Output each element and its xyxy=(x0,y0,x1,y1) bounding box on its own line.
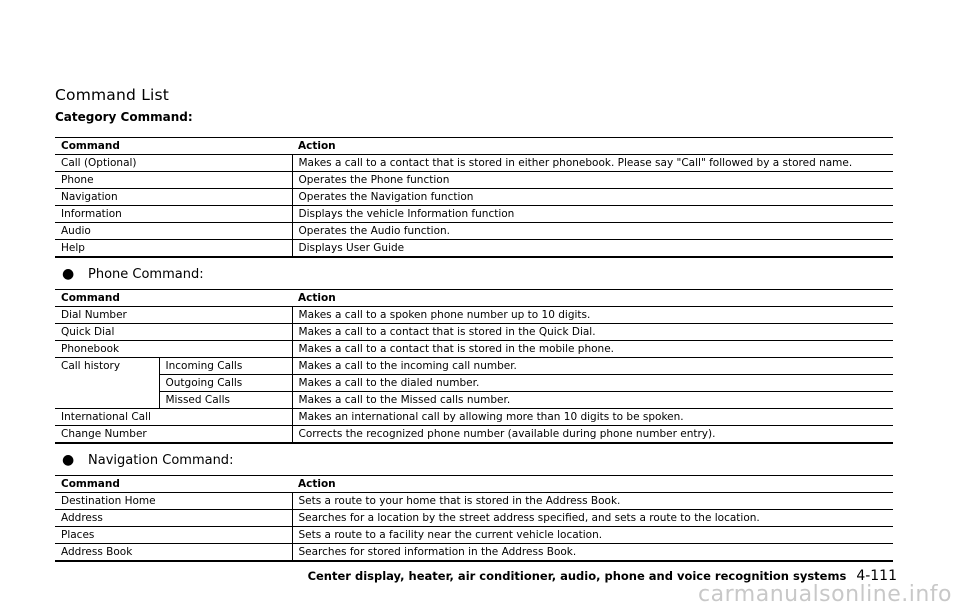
table-row xyxy=(55,189,893,206)
sub-command-cell: Incoming Calls xyxy=(159,358,292,375)
command-cell: Call history xyxy=(55,358,159,409)
command-column-header: Command xyxy=(55,290,292,307)
action-cell: Makes a call to the incoming call number. xyxy=(292,358,893,375)
command-column-header: Command xyxy=(55,138,292,155)
command-cell: Information xyxy=(55,206,292,223)
action-cell: Corrects the recognized phone number (available during phone number entry). xyxy=(292,426,893,444)
command-cell: Dial Number xyxy=(55,307,292,324)
bullet-icon: ● xyxy=(62,452,75,468)
action-cell: Searches for a location by the street address specified, and sets a route to the location. xyxy=(292,510,893,527)
action-cell: Operates the Phone function xyxy=(292,172,893,189)
action-cell: Sets a route to a facility near the current vehicle location. xyxy=(292,527,893,544)
command-cell: Navigation xyxy=(55,189,292,206)
phone-command-heading-text: Phone Command: xyxy=(88,267,204,282)
sub-command-cell: Missed Calls xyxy=(159,392,292,409)
phone-command-table xyxy=(55,289,893,444)
command-cell: Audio xyxy=(55,223,292,240)
table-header-row xyxy=(55,290,893,307)
chapter-title: Center display, heater, air conditioner, audio, phone and voice recognition systems xyxy=(307,569,847,583)
table-row xyxy=(55,544,893,562)
sub-command-cell: Outgoing Calls xyxy=(159,375,292,392)
page-number: 4-111 xyxy=(856,568,897,584)
action-cell: Makes a call to the Missed calls number. xyxy=(292,392,893,409)
table-row xyxy=(55,155,893,172)
action-cell: Makes a call to a contact that is stored in the mobile phone. xyxy=(292,341,893,358)
watermark: carmanualsonline.info xyxy=(698,582,952,607)
table-row xyxy=(55,341,893,358)
command-cell: Address xyxy=(55,510,292,527)
action-cell: Makes a call to a contact that is stored in the Quick Dial. xyxy=(292,324,893,341)
table-row xyxy=(55,358,893,375)
table-row xyxy=(55,510,893,527)
action-cell: Makes a call to the dialed number. xyxy=(292,375,893,392)
action-cell: Makes a call to a spoken phone number up to 10 digits. xyxy=(292,307,893,324)
category-command-table xyxy=(55,137,893,258)
command-column-header: Command xyxy=(55,476,292,493)
navigation-command-table xyxy=(55,475,893,562)
table-row xyxy=(55,307,893,324)
action-cell: Operates the Audio function. xyxy=(292,223,893,240)
section-title: Command List xyxy=(55,86,170,104)
command-cell: Call (Optional) xyxy=(55,155,292,172)
action-cell: Makes a call to a contact that is stored in either phonebook. Please say "Call" followed by a stored name. xyxy=(292,155,893,172)
command-cell: Destination Home xyxy=(55,493,292,510)
action-cell: Displays the vehicle Information function xyxy=(292,206,893,223)
table-row xyxy=(55,324,893,341)
navigation-command-heading-text: Navigation Command: xyxy=(88,453,234,468)
table-row xyxy=(55,426,893,444)
table-row xyxy=(55,223,893,240)
table-header-row xyxy=(55,476,893,493)
action-cell: Makes an international call by allowing more than 10 digits to be spoken. xyxy=(292,409,893,426)
table-row xyxy=(55,375,893,392)
action-column-header: Action xyxy=(292,290,893,307)
category-command-title: Category Command: xyxy=(55,110,193,124)
table-row xyxy=(55,240,893,258)
table-row xyxy=(55,493,893,510)
action-cell: Displays User Guide xyxy=(292,240,893,258)
table-row xyxy=(55,172,893,189)
command-cell: International Call xyxy=(55,409,292,426)
command-cell: Address Book xyxy=(55,544,292,562)
action-cell: Searches for stored information in the Address Book. xyxy=(292,544,893,562)
command-cell: Quick Dial xyxy=(55,324,292,341)
table-row xyxy=(55,409,893,426)
command-cell: Help xyxy=(55,240,292,258)
bullet-icon: ● xyxy=(62,266,75,282)
command-cell: Places xyxy=(55,527,292,544)
table-row xyxy=(55,527,893,544)
action-cell: Operates the Navigation function xyxy=(292,189,893,206)
command-cell: Phonebook xyxy=(55,341,292,358)
action-cell: Sets a route to your home that is stored in the Address Book. xyxy=(292,493,893,510)
table-header-row xyxy=(55,138,893,155)
command-cell: Phone xyxy=(55,172,292,189)
action-column-header: Action xyxy=(292,138,893,155)
table-row xyxy=(55,392,893,409)
command-cell: Change Number xyxy=(55,426,292,444)
phone-command-heading xyxy=(62,266,204,282)
navigation-command-heading xyxy=(62,452,233,468)
action-column-header: Action xyxy=(292,476,893,493)
table-row xyxy=(55,206,893,223)
